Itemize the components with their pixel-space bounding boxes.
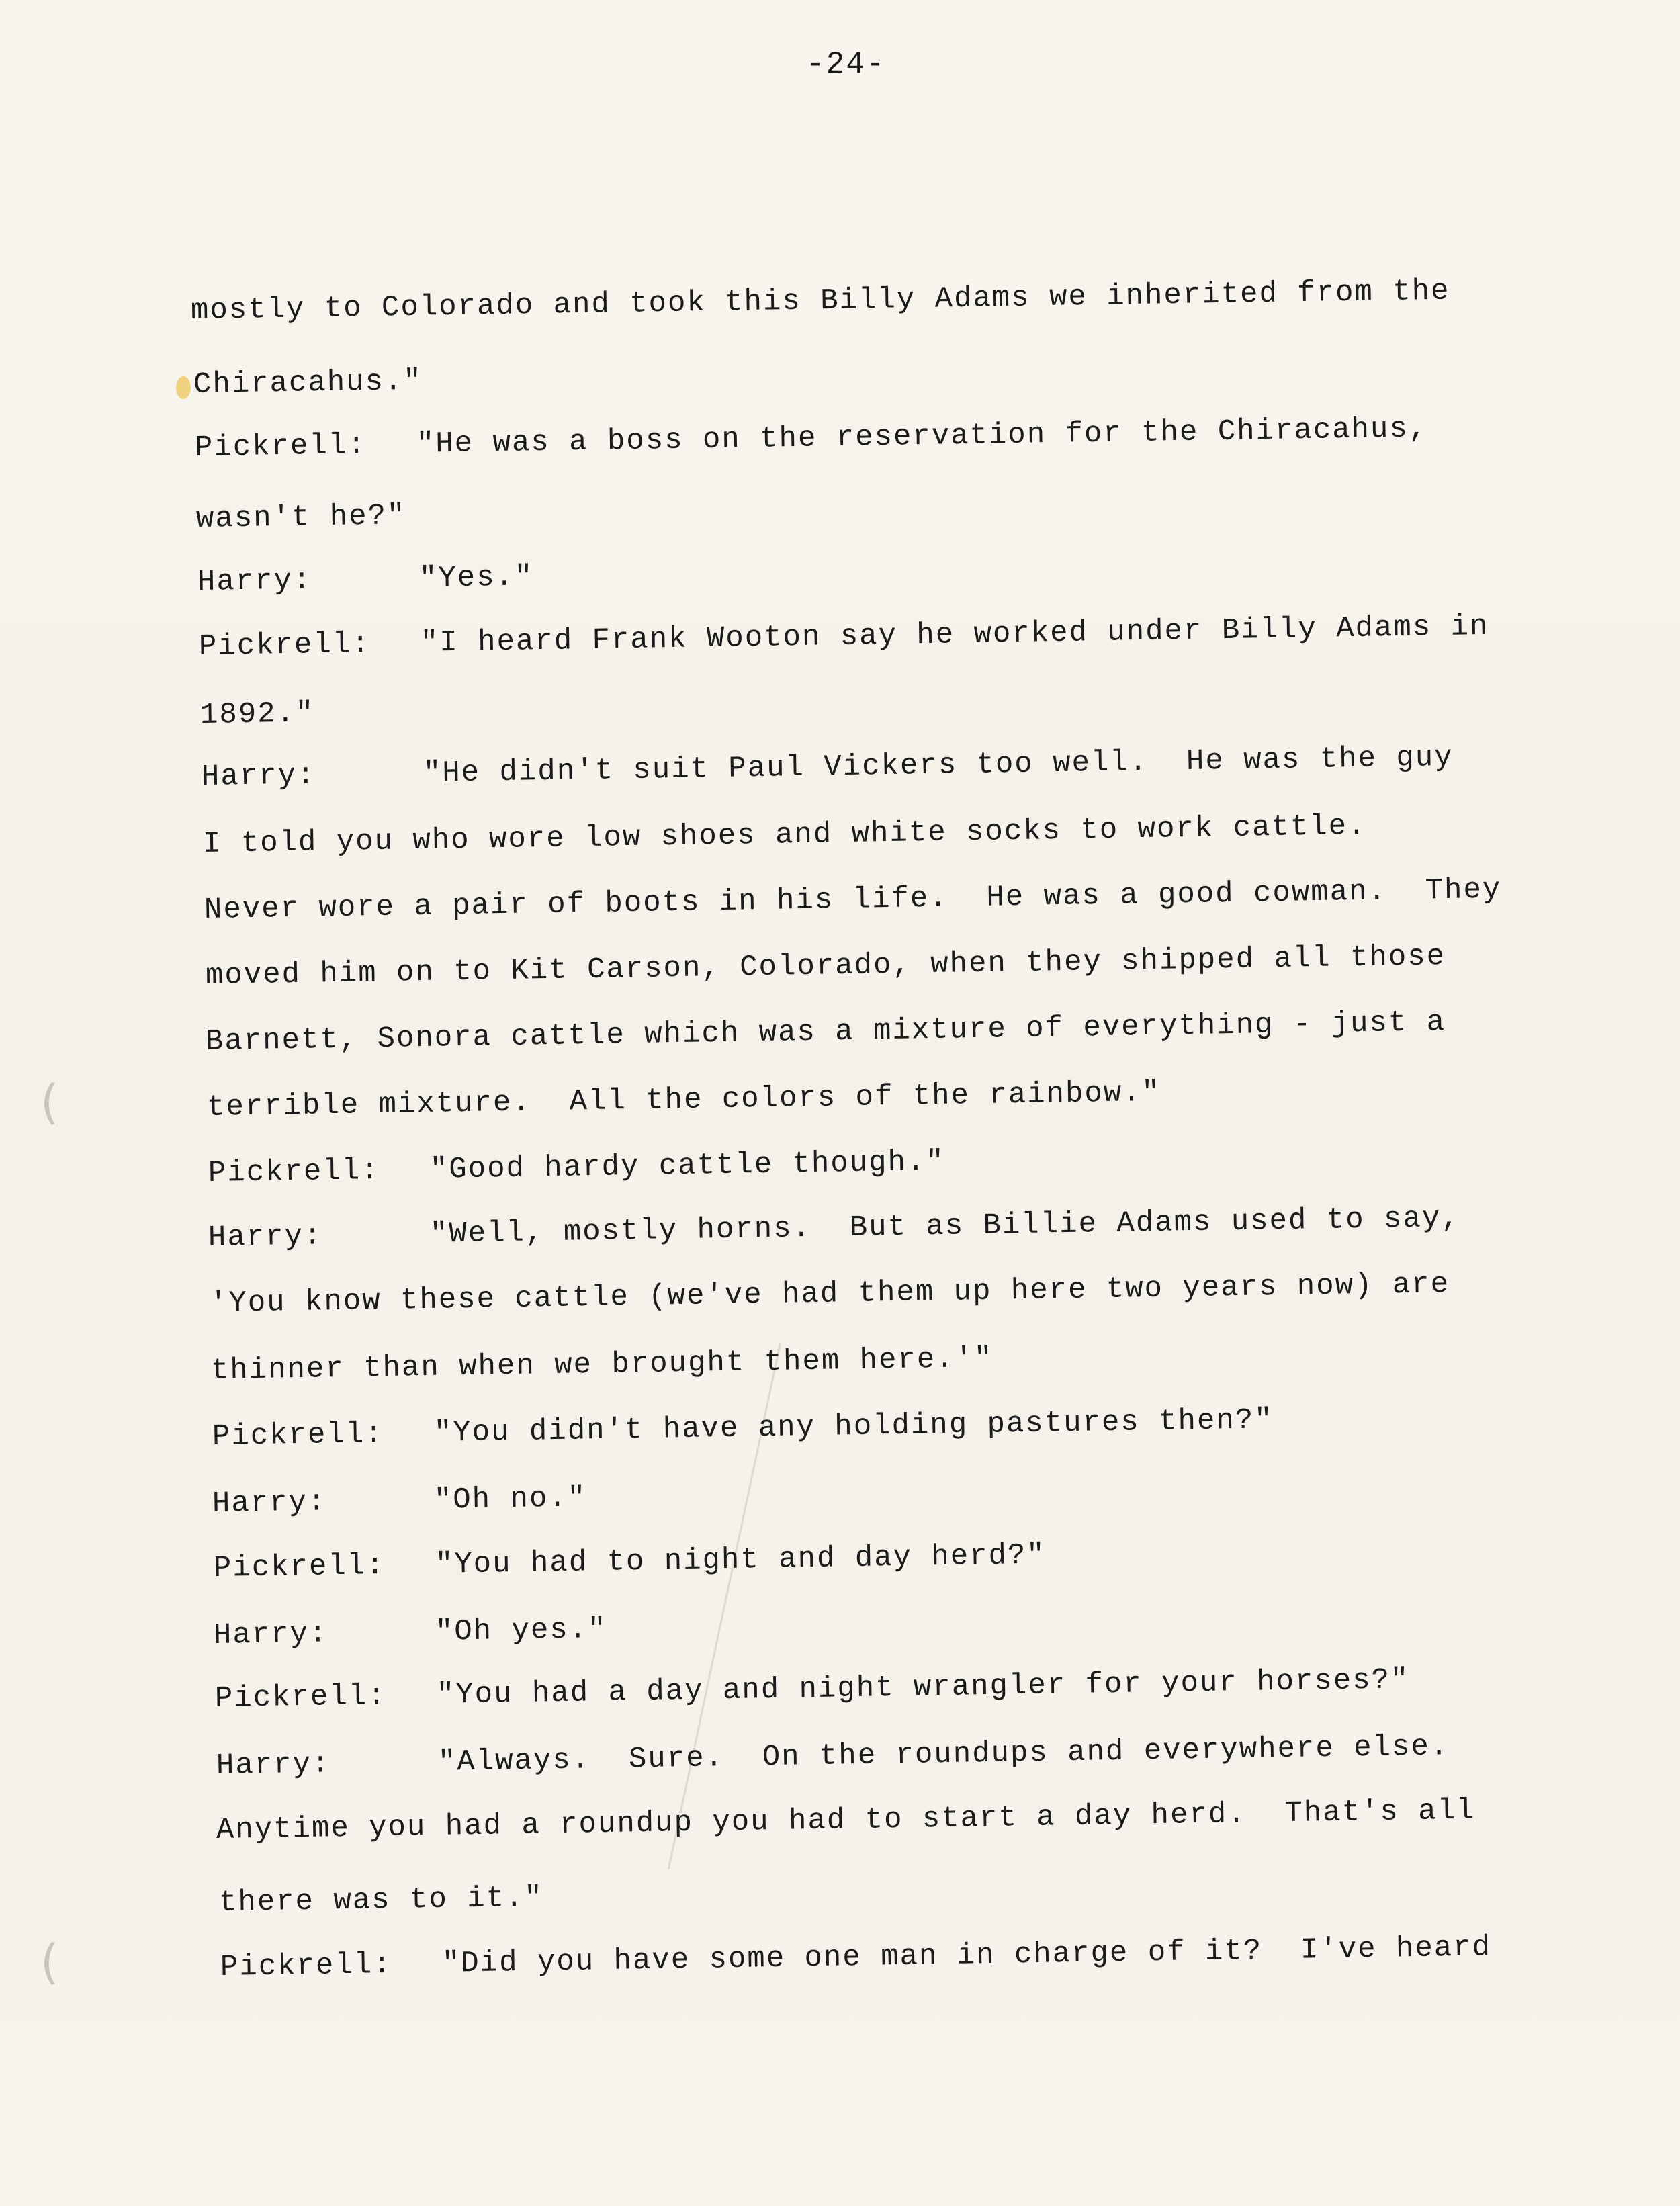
transcript-line [212,1481,587,1521]
speaker-label: Pickrell: [213,1548,386,1585]
line-text: "He was a boss on the reservation for the Chiracahus, [416,412,1428,461]
line-text: Never wore a pair of boots in his life. He was a good cowman. They [204,873,1502,927]
line-text: "You didn't have any holding pastures then?" [433,1403,1274,1450]
speaker-label: Pickrell: [212,1417,385,1454]
line-text: thinner than when we brought them here.'" [210,1341,993,1388]
line-text: mostly to Colorado and took this Billy Adams we inherited from the [190,274,1450,328]
line-text: "You had to night and day herd?" [435,1538,1047,1582]
transcript-line [200,697,315,732]
transcript-line [211,1342,993,1388]
transcript-line [203,809,1367,861]
transcript-line [210,1268,1450,1321]
line-text: "You had a day and night wrangler for your horses?" [436,1663,1410,1712]
line-text: "Always. Sure. On the roundups and everywhere else. [437,1730,1450,1779]
transcript-line [212,1403,1274,1454]
line-text: "Yes." [418,560,534,596]
transcript-line [193,365,423,402]
highlight-stain [176,376,191,399]
speaker-label: Pickrell: [208,1153,381,1190]
line-text: "He didn't suit Paul Vickers too well. He was the guy [423,740,1454,791]
transcript-line [216,1794,1476,1847]
line-text: I told you who wore low shoes and white socks to work cattle. [202,809,1367,861]
speaker-label: Harry: [208,1219,323,1255]
transcript-line [195,412,1428,465]
line-text: moved him on to Kit Carson, Colorado, when they shipped all those [205,940,1446,993]
line-text: Barnett, Sonora cattle which was a mixture of everything - just a [205,1006,1446,1059]
transcript-line [191,275,1450,328]
transcript-line [197,560,534,599]
transcript-line [206,940,1446,993]
line-text: Anytime you had a roundup you had to start a day herd. That's all [216,1794,1476,1847]
speaker-label: Pickrell: [214,1679,388,1716]
speaker-label: Harry: [201,758,316,794]
transcript-line [199,610,1489,664]
line-text: "Good hardy cattle though." [429,1145,946,1187]
transcript-line [206,1006,1446,1059]
transcript-line [202,741,1454,794]
transcript-line [208,1202,1460,1255]
line-text: terrible mixture. All the colors of the rainbow." [206,1075,1161,1124]
line-text: Chiracahus." [193,364,423,402]
transcript-line [214,1613,607,1652]
transcript-line [214,1539,1047,1585]
speaker-label: Pickrell: [220,1947,393,1984]
line-text: "I heard Frank Wooton say he worked under Billy Adams in [420,609,1489,660]
transcript-line [220,1931,1492,1984]
transcript-line [216,1730,1450,1783]
transcript-line [215,1663,1410,1716]
line-text: 1892." [200,697,315,732]
speaker-label: Harry: [213,1617,328,1652]
line-text: "Well, mostly horns. But as Billie Adams used to say, [429,1201,1461,1251]
line-text: wasn't he?" [195,499,406,536]
speaker-label: Harry: [216,1747,331,1783]
punch-mark: ( [40,1075,59,1130]
line-text: there was to it." [218,1881,544,1920]
speaker-label: Pickrell: [198,627,371,664]
transcript-line [204,873,1502,927]
punch-mark: ( [40,1935,59,1990]
page-number: -24- [806,47,886,82]
line-text: "Did you have some one man in charge of it? I've heard [441,1931,1492,1981]
speaker-label: Harry: [212,1485,327,1521]
transcript-line [219,1881,544,1920]
line-text: "Oh yes." [435,1612,607,1649]
speaker-label: Harry: [197,564,312,599]
transcript-line [208,1145,946,1190]
line-text: "Oh no." [433,1481,587,1517]
line-text: 'You know these cattle (we've had them up here two years now) are [209,1268,1450,1321]
speaker-label: Pickrell: [194,428,367,465]
transcript-line [196,499,406,536]
transcript-line [207,1076,1161,1124]
